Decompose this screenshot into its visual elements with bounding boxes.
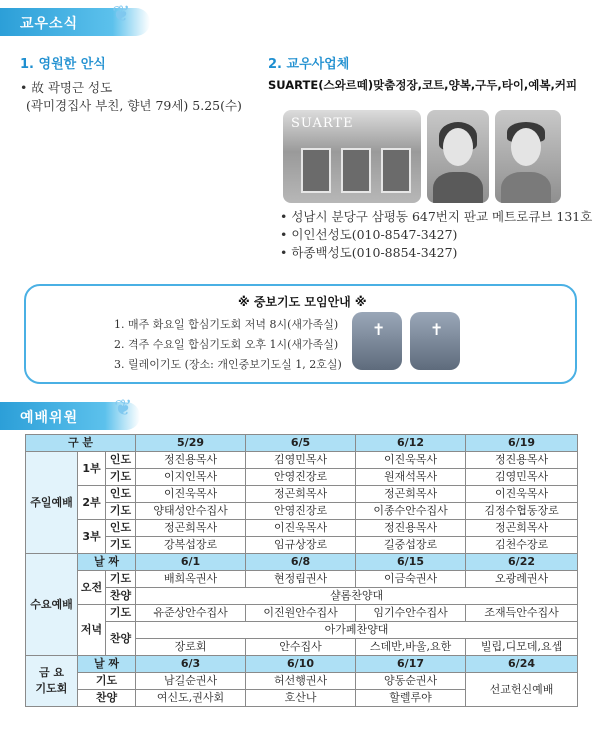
assignee: 정곤희목사 [246, 486, 356, 503]
business-heading: 2. 교우사업체 [268, 57, 350, 72]
role-label: 기도 [106, 605, 136, 622]
date-cell: 6/15 [356, 554, 466, 571]
service-part: 2부 [78, 486, 106, 520]
assignee: 김정수협동장로 [466, 503, 578, 520]
table-row [26, 656, 578, 673]
choir-team: 장로회 [136, 639, 246, 656]
role-label: 기도 [106, 503, 136, 520]
wednesday-label: 수요예배 [26, 554, 78, 656]
role-label: 기도 [106, 469, 136, 486]
assignee: 배희옥권사 [136, 571, 246, 588]
table-row [26, 571, 578, 588]
assignee: 정진용목사 [356, 520, 466, 537]
choir-team: 스데반,바울,요한 [356, 639, 466, 656]
choir-name: 샬롬찬양대 [136, 588, 578, 605]
date-label: 날 짜 [78, 554, 136, 571]
portrait-photo-man [495, 110, 561, 203]
news-banner-title: 교우소식 [20, 16, 79, 32]
prayer-item-2: 2. 격주 수요일 합심기도회 오후 1시(새가족실) [114, 338, 339, 351]
business-contact-2: • 하종백성도(010-8854-3427) [280, 245, 458, 260]
assignee: 정곤희목사 [466, 520, 578, 537]
cross-icon: ✝ [430, 320, 444, 339]
date-cell: 6/8 [246, 554, 356, 571]
prayer-photo-1 [352, 312, 402, 370]
prayer-photo-2 [410, 312, 460, 370]
table-row [26, 469, 578, 486]
role-label: 인도 [106, 486, 136, 503]
business-name: SUARTE(스와르떼)맞춤정장,코트,양복,구두,타이,예복,커피 [268, 78, 578, 92]
header-date: 6/19 [466, 435, 578, 452]
table-row [26, 486, 578, 503]
friday-label [26, 656, 78, 707]
role-label: 인도 [106, 452, 136, 469]
assignee: 정곤희목사 [356, 486, 466, 503]
assignee: 정곤희목사 [136, 520, 246, 537]
shop-window [301, 148, 331, 193]
assignee: 이진욱목사 [356, 452, 466, 469]
assignee: 조재득안수집사 [466, 605, 578, 622]
assignee: 임기수안수집사 [356, 605, 466, 622]
prayer-item-1: 1. 매주 화요일 합심기도회 저녁 8시(새가족실) [114, 318, 339, 331]
date-label: 날 짜 [78, 656, 136, 673]
special-service: 선교헌신예배 [466, 673, 578, 707]
butterfly-icon: ❦ [114, 396, 133, 421]
date-cell: 6/3 [136, 656, 246, 673]
role-label: 기도 [78, 673, 136, 690]
assignee: 허선행권사 [246, 673, 356, 690]
shop-window [381, 148, 411, 193]
table-row [26, 605, 578, 622]
assignee: 강복섭장로 [136, 537, 246, 554]
cross-icon: ✝ [372, 320, 386, 339]
assignee: 이진욱목사 [466, 486, 578, 503]
assignee: 이진욱목사 [246, 520, 356, 537]
date-cell: 6/24 [466, 656, 578, 673]
choir-name: 호산나 [246, 690, 356, 707]
assignee: 원재석목사 [356, 469, 466, 486]
table-row [26, 452, 578, 469]
assignee: 안영진장로 [246, 503, 356, 520]
shop-window [341, 148, 371, 193]
assignee: 이진욱목사 [136, 486, 246, 503]
session-label: 저녁 [78, 605, 106, 656]
choir-team: 빌립,디모데,요셉 [466, 639, 578, 656]
role-label: 기도 [106, 537, 136, 554]
business-address: • 성남시 분당구 삼평동 647번지 판교 메트로큐브 131호 [280, 209, 593, 224]
butterfly-icon: ❦ [112, 2, 131, 27]
assignee: 정진용목사 [466, 452, 578, 469]
role-label: 찬양 [106, 622, 136, 656]
table-header-row [26, 435, 578, 452]
worship-schedule-table [25, 434, 578, 707]
assignee: 이지인목사 [136, 469, 246, 486]
choir-name: 아가페찬양대 [136, 622, 578, 639]
assignee: 길중섭장로 [356, 537, 466, 554]
assignee: 오광례권사 [466, 571, 578, 588]
assignee: 김영민목사 [246, 452, 356, 469]
table-row [26, 520, 578, 537]
table-row [26, 503, 578, 520]
role-label: 찬양 [78, 690, 136, 707]
choir-name: 여신도,권사회 [136, 690, 246, 707]
header-date: 6/5 [246, 435, 356, 452]
worship-banner-title: 예배위원 [20, 410, 79, 426]
service-part: 3부 [78, 520, 106, 554]
assignee: 김영민목사 [466, 469, 578, 486]
header-date: 6/12 [356, 435, 466, 452]
date-cell: 6/10 [246, 656, 356, 673]
table-row [26, 622, 578, 639]
table-row [26, 537, 578, 554]
assignee: 정진용목사 [136, 452, 246, 469]
session-label: 오전 [78, 571, 106, 605]
assignee: 양태성안수집사 [136, 503, 246, 520]
table-row [26, 554, 578, 571]
assignee: 양동순권사 [356, 673, 466, 690]
assignee: 남길순권사 [136, 673, 246, 690]
table-row [26, 588, 578, 605]
assignee: 김천수장로 [466, 537, 578, 554]
date-cell: 6/22 [466, 554, 578, 571]
date-cell: 6/17 [356, 656, 466, 673]
service-part: 1부 [78, 452, 106, 486]
assignee: 이금숙권사 [356, 571, 466, 588]
assignee: 안영진장로 [246, 469, 356, 486]
role-label: 찬양 [106, 588, 136, 605]
role-label: 기도 [106, 571, 136, 588]
prayer-title: ※ 중보기도 모임안내 ※ [238, 295, 367, 309]
role-label: 인도 [106, 520, 136, 537]
assignee: 유준상안수집사 [136, 605, 246, 622]
portrait-photo-woman [427, 110, 489, 203]
condolence-heading: 1. 영원한 안식 [20, 57, 106, 72]
header-date: 5/29 [136, 435, 246, 452]
assignee: 현정림권사 [246, 571, 356, 588]
assignee: 이진원안수집사 [246, 605, 356, 622]
condolence-detail: (곽미경집사 부친, 향년 79세) 5.25(수) [26, 98, 242, 113]
table-row [26, 673, 578, 690]
friday-label-line1: 금 요 [38, 666, 65, 679]
choir-team: 안수집사 [246, 639, 356, 656]
assignee: 이종수안수집사 [356, 503, 466, 520]
prayer-item-3: 3. 릴레이기도 (장소: 개인중보기도실 1, 2호실) [114, 358, 342, 371]
condolence-name: • 故 곽명근 성도 [20, 80, 113, 95]
shop-sign: SUARTE [291, 116, 354, 131]
shop-photo [283, 110, 421, 203]
choir-name: 할렐루야 [356, 690, 466, 707]
date-cell: 6/1 [136, 554, 246, 571]
assignee: 임규상장로 [246, 537, 356, 554]
sunday-label: 주일예배 [26, 452, 78, 554]
business-contact-1: • 이인선성도(010-8547-3427) [280, 227, 458, 242]
header-label: 구 분 [26, 435, 136, 452]
friday-label-line2: 기도회 [35, 682, 68, 695]
